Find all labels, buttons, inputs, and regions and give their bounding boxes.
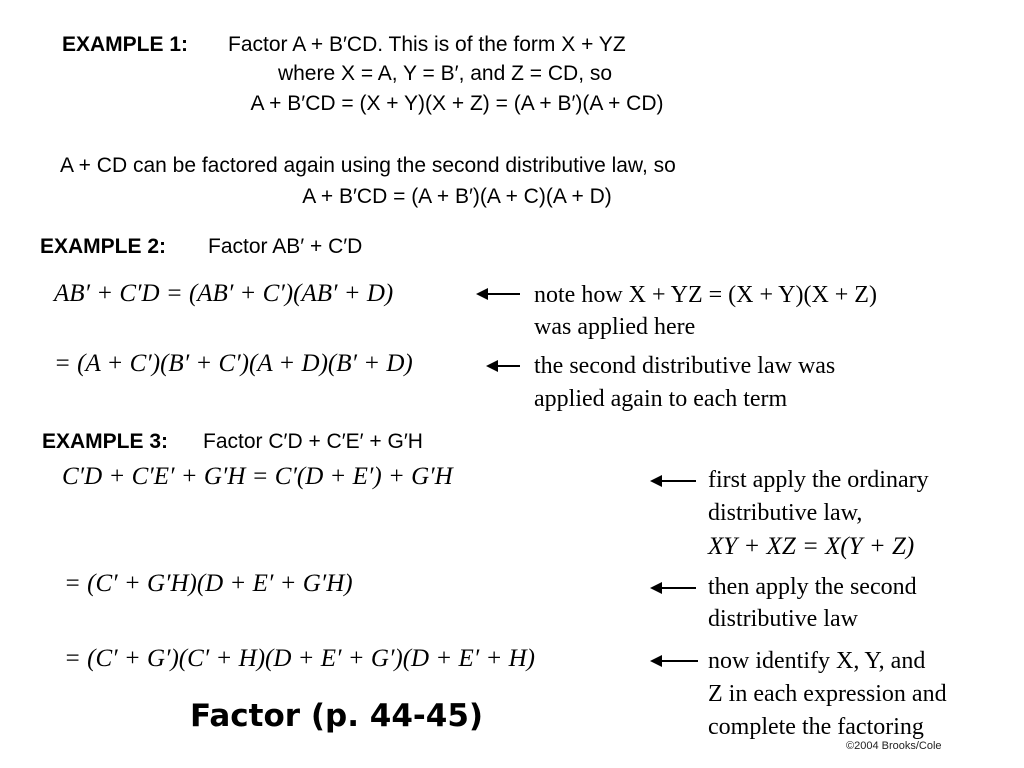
example2-equation-2: = (A + C′)(B′ + C′)(A + D)(B′ + D) [54,350,413,377]
copyright-notice: ©2004 Brooks/Cole [846,740,942,752]
example1-line3: A + B′CD = (X + Y)(X + Z) = (A + B′)(A + CD) [250,92,664,115]
page-title: Factor (p. 44-45) [190,698,484,734]
example2-label: EXAMPLE 2: [40,235,167,258]
example3-equation-1: C′D + C′E′ + G′H = C′(D + E′) + G′H [62,463,453,490]
arrow-left-icon [486,293,520,295]
example3-note1-line2: distributive law, [708,500,863,526]
example1-line4: A + CD can be factored again using the second distributive law, so [60,154,676,177]
example2-note2-line2: applied again to each term [534,386,788,412]
example1-label: EXAMPLE 1: [62,33,189,56]
example3-note3-line3: complete the factoring [708,714,924,740]
example1-line2: where X = A, Y = B′, and Z = CD, so [277,62,613,85]
example2-note1-line2: was applied here [534,314,696,340]
arrow-left-icon [660,660,698,662]
example2-note1-line1: note how X + YZ = (X + Y)(X + Z) [534,282,877,308]
example3-note2-line1: then apply the second [708,574,917,600]
example2-note2-line1: the second distributive law was [534,353,836,379]
example1-line1: Factor A + B′CD. This is of the form X + YZ [228,33,626,56]
example3-heading: Factor C′D + C′E′ + G′H [203,430,423,453]
example3-note3-line1: now identify X, Y, and [708,648,926,674]
arrow-left-icon [660,480,696,482]
example3-note2-line2: distributive law [708,606,858,632]
example3-equation-2: = (C′ + G′H)(D + E′ + G′H) [64,570,353,597]
example3-note1-line3: XY + XZ = X(Y + Z) [708,533,915,560]
arrow-left-icon [496,365,520,367]
example1-line5: A + B′CD = (A + B′)(A + C)(A + D) [302,185,612,208]
example2-heading: Factor AB′ + C′D [208,235,363,258]
example3-note1-line1: first apply the ordinary [708,467,929,493]
example3-equation-3: = (C′ + G′)(C′ + H)(D + E′ + G′)(D + E′ + H) [64,645,535,672]
example3-note3-line2: Z in each expression and [708,681,947,707]
arrow-left-icon [660,587,696,589]
example2-equation-1: AB′ + C′D = (AB′ + C′)(AB′ + D) [54,280,394,307]
example3-label: EXAMPLE 3: [42,430,169,453]
